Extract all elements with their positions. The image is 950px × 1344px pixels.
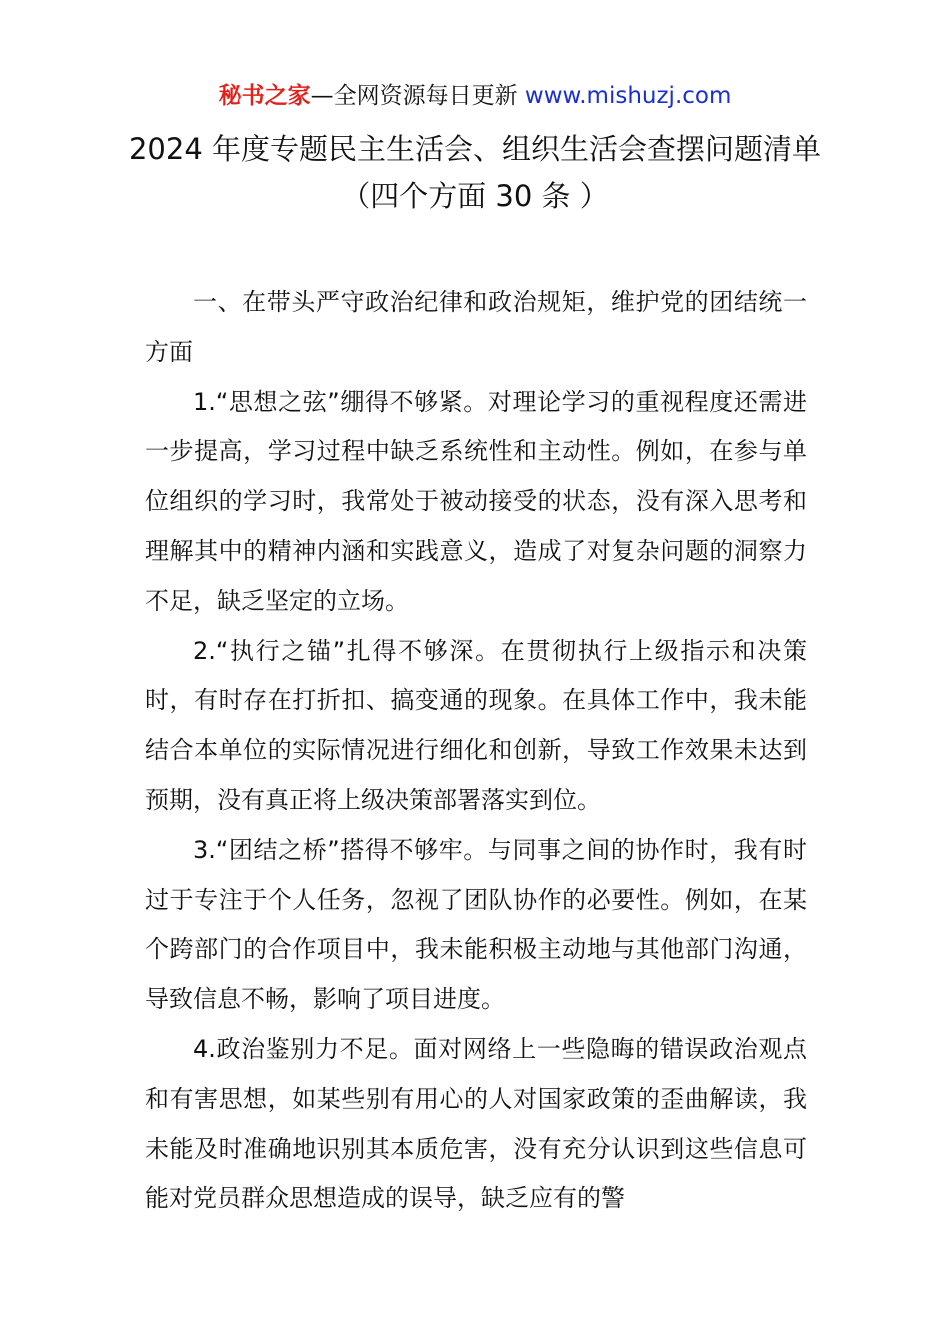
site-banner <box>0 80 950 112</box>
paragraph: 3.“团结之桥”搭得不够牢。与同事之间的协作时，我有时过于专注于个人任务，忽视了团队协作的必要性。例如，在某个跨部门的合作项目中，我未能积极主动地与其他部门沟通，导致信息不畅，影响了项目进度。 <box>145 835 807 1014</box>
banner-brand: 秘书之家 <box>218 83 311 109</box>
paragraph: 4.政治鉴别力不足。面对网络上一些隐晦的错误政治观点和有害思想，如某些别有用心的人对国家政策的歪曲解读，我未能及时准确地识别其本质危害，没有充分认识到这些信息可能对党员群众思想造成的误导，缺乏应有的警 <box>145 1034 807 1213</box>
paragraph: 2.“执行之锚”扎得不够深。在贯彻执行上级指示和决策时，有时存在打折扣、搞变通的现象。在具体工作中，我未能结合本单位的实际情况进行细化和创新，导致工作效果未达到预期，没有真正将上级决策部署落实到位。 <box>145 636 807 814</box>
banner-tagline: —全网资源每日更新 <box>310 83 525 109</box>
document-title: 2024 年度专题民主生活会、组织生活会查摆问题清单（四个方面 30 条 ） <box>128 132 822 213</box>
document-body <box>145 278 807 1224</box>
banner-url[interactable]: www.mishuzj.com <box>524 83 732 109</box>
section-heading: 一、在带头严守政治纪律和政治规矩，维护党的团结统一方面 <box>145 288 807 366</box>
paragraph: 1.“思想之弦”绷得不够紧。对理论学习的重视程度还需进一步提高，学习过程中缺乏系统性和主动性。例如，在参与单位组织的学习时，我常处于被动接受的状态，没有深入思考和理解其中的精神内涵和实践意义，造成了对复杂问题的洞察力不足，缺乏坚定的立场。 <box>145 387 807 615</box>
